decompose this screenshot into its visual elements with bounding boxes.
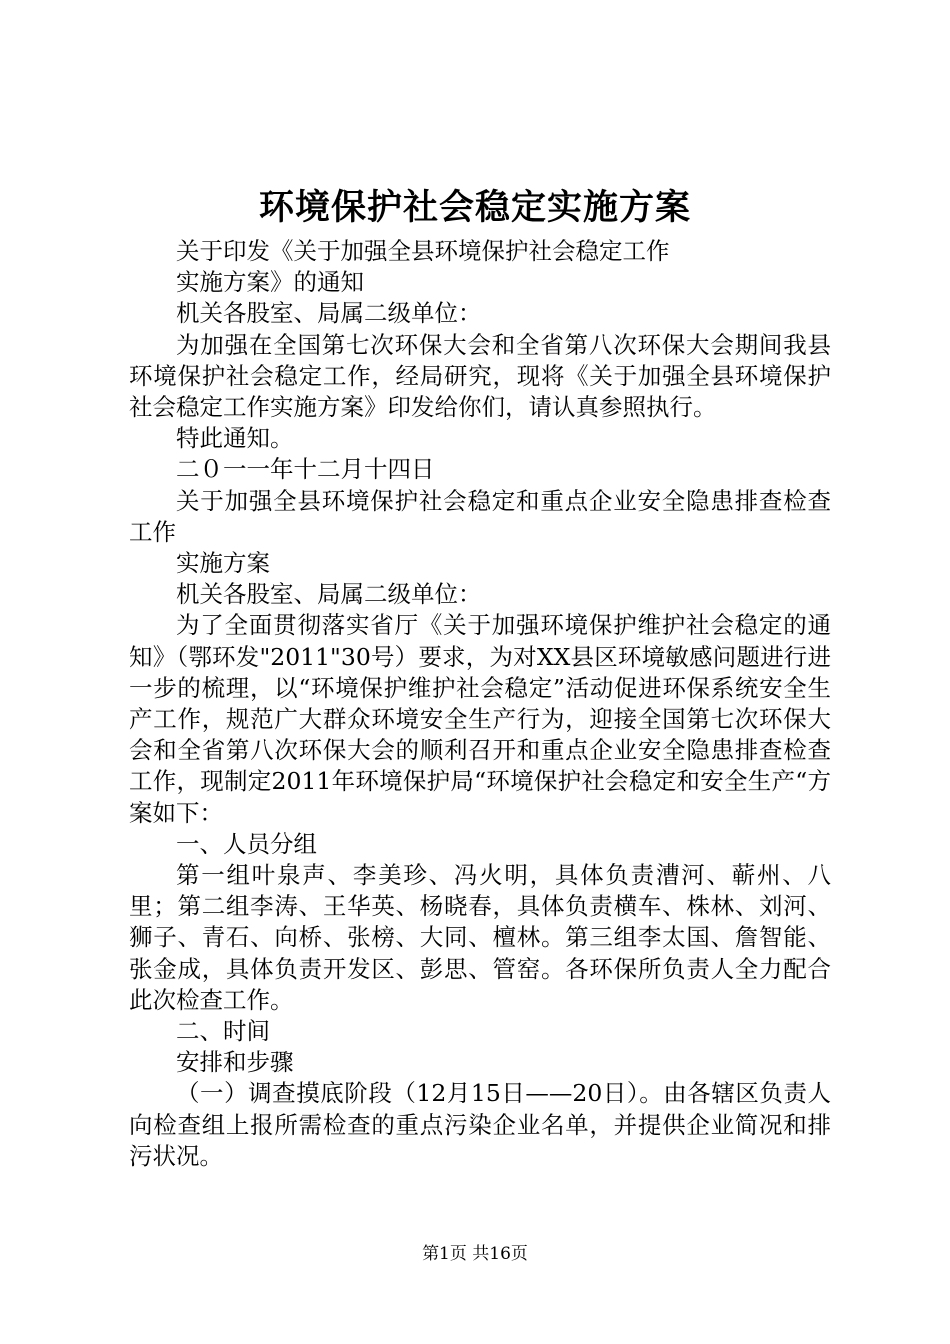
page-number: 第1页 共16页 [422, 1244, 528, 1264]
section-heading-steps: 安排和步骤 [176, 1048, 294, 1077]
paragraph-plan-intro: 为了全面贯彻落实省厅《关于加强环境保护维护社会稳定的通知》（鄂环发"2011"30号）要求，为对XX县区环境敏感问题进行进一步的梳理，以“环境保护维护社会稳定”活动促进环保系统安全生产工作，规范广大群众环境安全生产行为，迎接全国第七次环保大会和全省第八次环保大会的顺利召开和重点企业安全隐患排查检查工作，现制定2011年环境保护局“环境保护社会稳定和安全生产“方案如下： [129, 611, 831, 827]
paragraph-staff-groups: 第一组叶泉声、李美珍、冯火明，具体负责漕河、蕲州、八里；第二组李涛、王华英、杨晓春，具体负责横车、株林、刘河、狮子、青石、向桥、张榜、大同、檀林。第三组李太国、詹智能、张金成，具体负责开发区、彭思、管窑。各环保所负责人全力配合此次检查工作。 [129, 861, 831, 1014]
paragraph-date: 二０一一年十二月十四日 [176, 455, 435, 484]
document-body [129, 236, 831, 1172]
paragraph-plan-addressee: 机关各股室、局属二级单位： [176, 580, 482, 609]
section-heading-time: 二、时间 [176, 1017, 270, 1046]
paragraph-notice-heading-1: 关于印发《关于加强全县环境保护社会稳定工作 [176, 237, 670, 265]
paragraph-notice-closing: 特此通知。 [176, 424, 294, 453]
paragraph-survey-stage: （一）调查摸底阶段（12月15日——20日）。由各辖区负责人向检查组上报所需检查的重点污染企业名单，并提供企业简况和排污状况。 [129, 1079, 831, 1170]
document-title: 环境保护社会稳定实施方案 [258, 187, 691, 228]
paragraph-notice-heading-2: 实施方案》的通知 [176, 268, 364, 297]
section-heading-staff-groups: 一、人员分组 [176, 829, 317, 858]
paragraph-notice-body: 为加强在全国第七次环保大会和全省第八次环保大会期间我县环境保护社会稳定工作，经局研究，现将《关于加强全县环境保护社会稳定工作实施方案》印发给你们，请认真参照执行。 [129, 330, 831, 422]
paragraph-plan-heading-1: 关于加强全县环境保护社会稳定和重点企业安全隐患排查检查工作 [129, 486, 831, 546]
paragraph-plan-heading-2: 实施方案 [176, 549, 270, 578]
paragraph-addressee: 机关各股室、局属二级单位： [176, 299, 482, 328]
